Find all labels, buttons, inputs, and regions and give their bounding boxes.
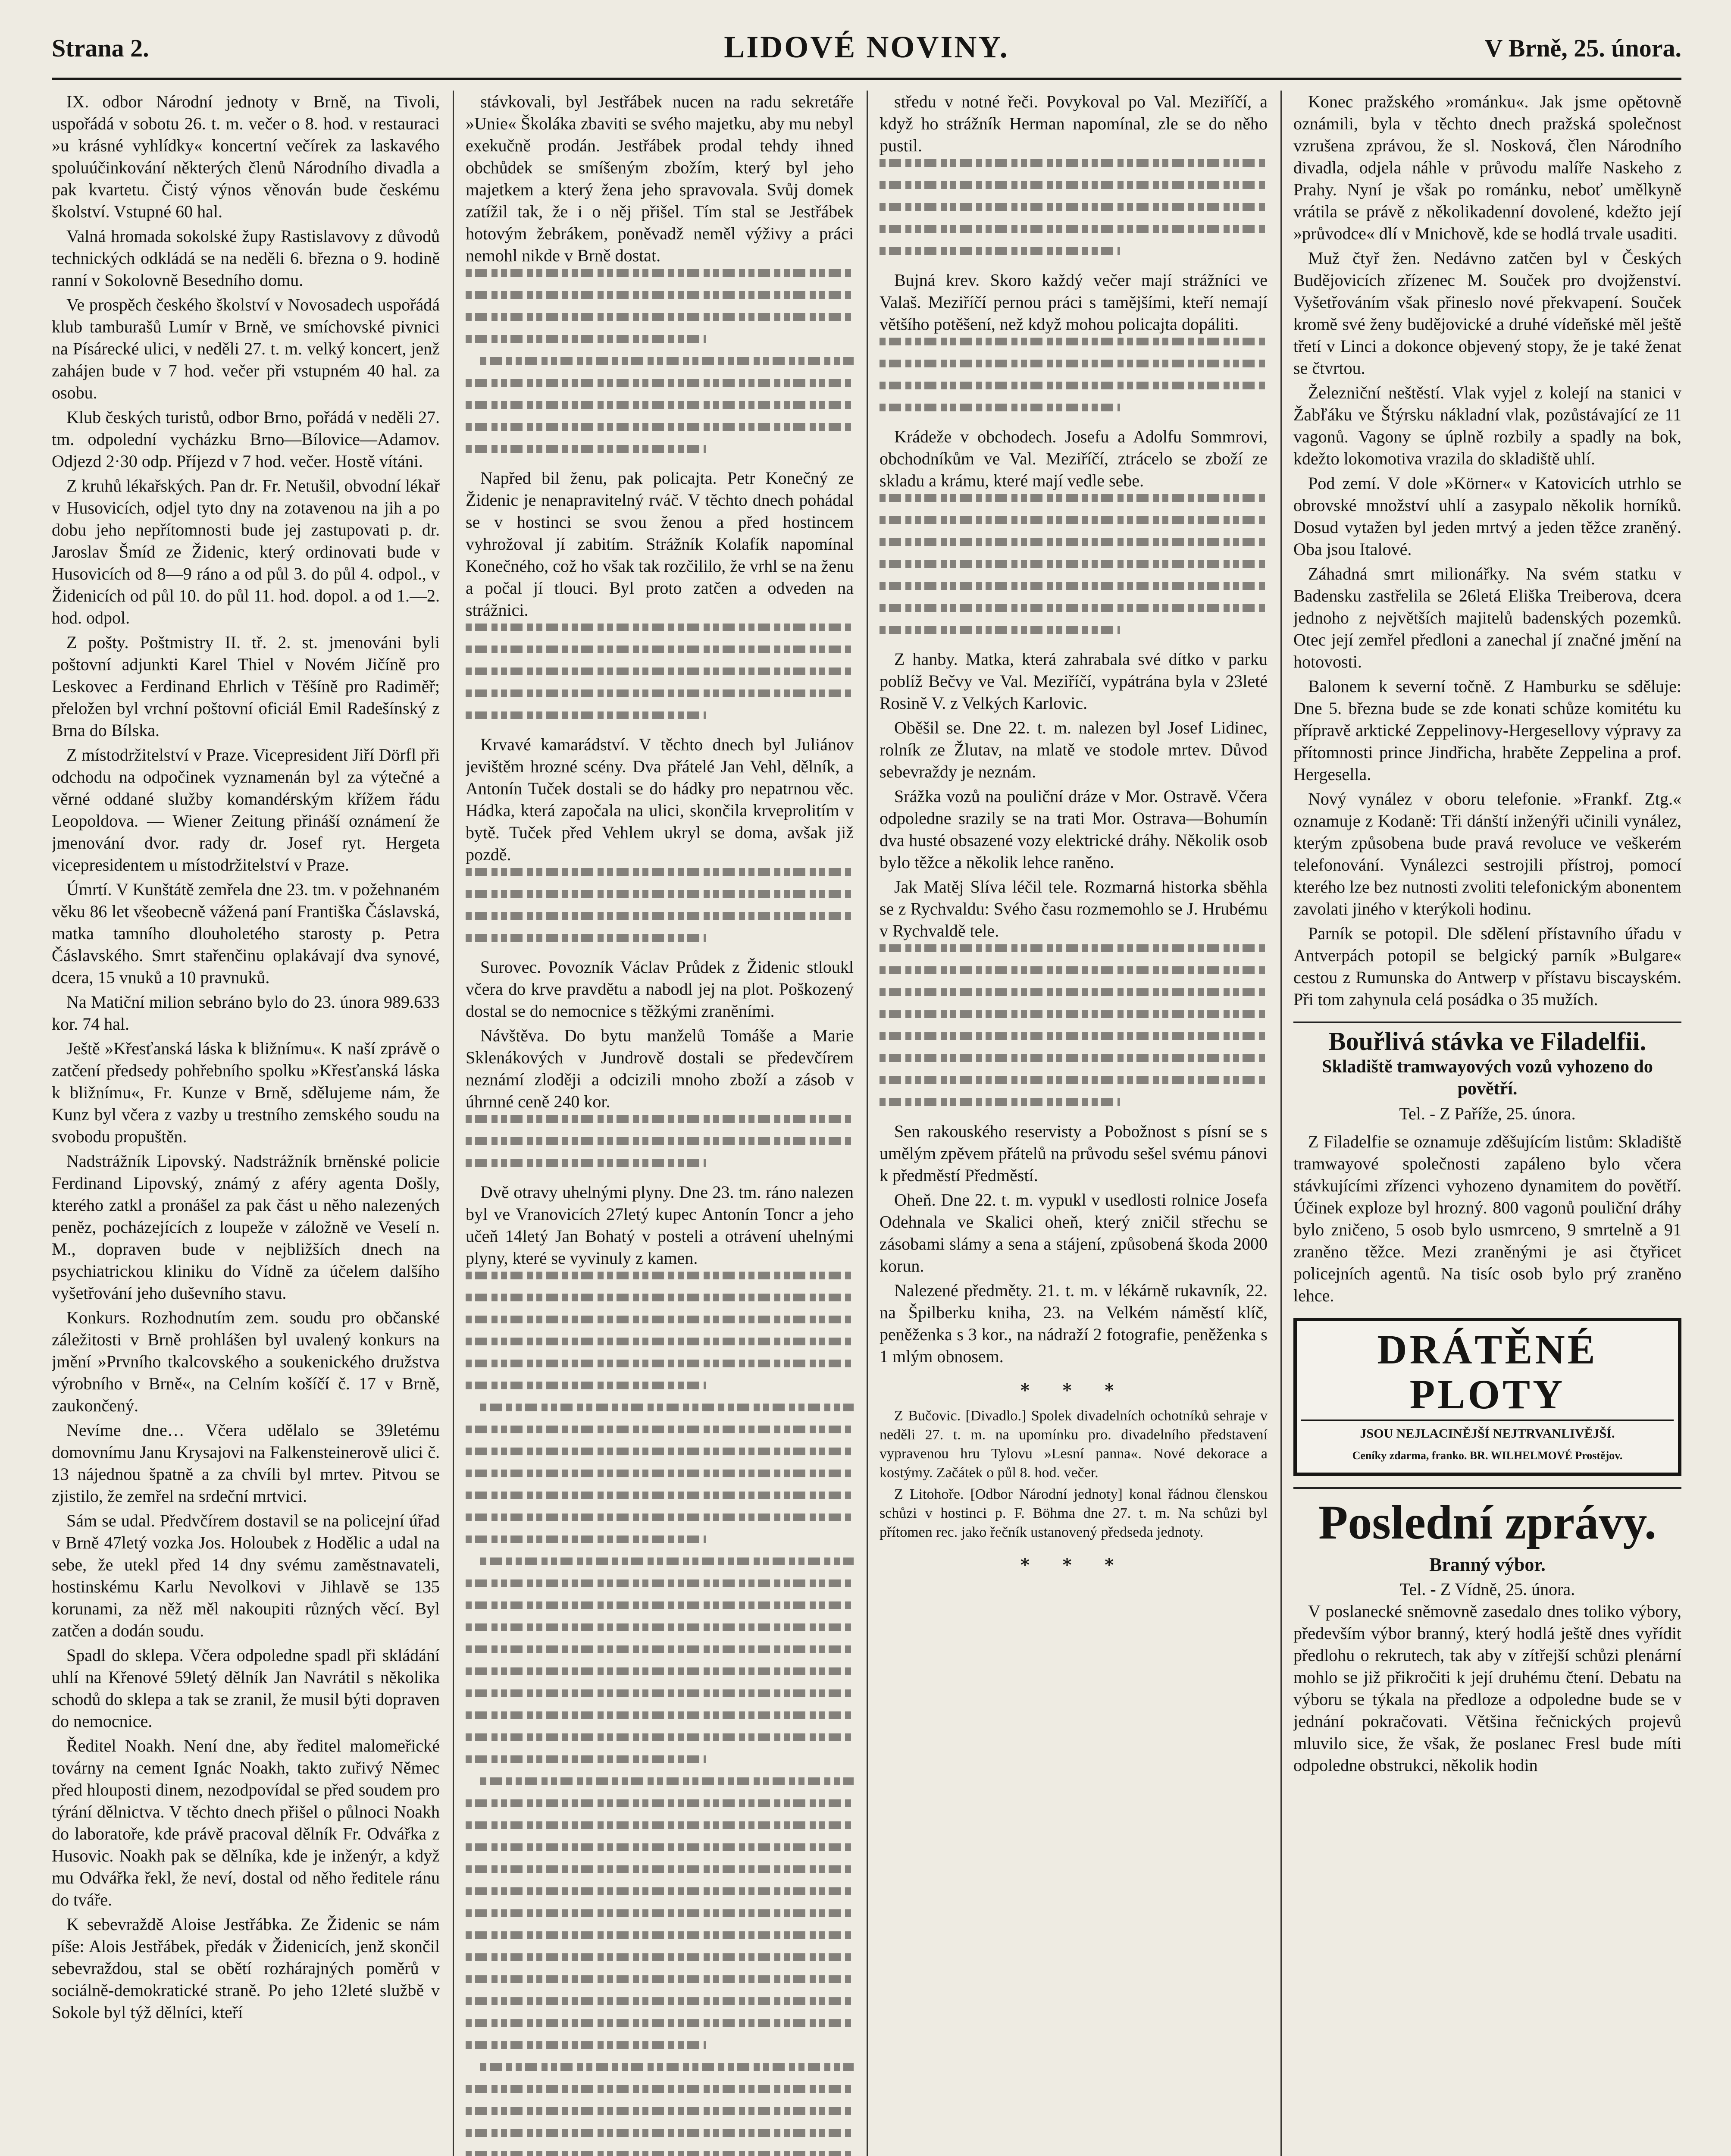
- article: Muž čtyř žen. Nedávno zatčen byl v Českých Budějovicích zřízenec M. Souček pro dvojženství. Vyšetřováním však přineslo nové překvapení. Souček kromě své ženy budějovické a druhé vídeňské měl ještě třetí v Linci a dokonce objevený stopy, že je také ženat se čtvrtou.: [1293, 248, 1681, 378]
- body-text-block: [466, 624, 854, 719]
- article: Z Litohoře. [Odbor Národní jednoty] konal řádnou členskou schůzi v hostinci p. F. Böhma dne 27. t. m. Na schůzi byl přítomen rec. jako řečník ustanovený předseda jednoty.: [880, 1486, 1268, 1540]
- body-text-block: [466, 868, 854, 942]
- article: Pod zemí. V dole »Körner« v Katovicích utrhlo se obrovské množství uhlí a zasypalo několik horníků. Dosud vytažen byl jeden mrtvý a jeden těžce zraněný. Oba jsou Italové.: [1293, 473, 1681, 559]
- ad-footer: Ceníky zdarma, franko. BR. WILHELMOVÉ Prostějov.: [1352, 1449, 1623, 1462]
- subheadline: Skladiště tramwayových vozů vyhozeno do povětří.: [1322, 1057, 1653, 1099]
- article: Dvě otravy uhelnými plyny. Dne 23. tm. ráno nalezen byl ve Vranovicích 27letý kupec Antonín Toncr a jeho učeň 14letý Jan Bohatý v posteli a otrávení uhelnými plyny, které se vyvinuly z kamen.: [466, 1182, 854, 1268]
- article: Z místodržitelství v Praze. Vicepresident Jiří Dörfl při odchodu na odpočinek vyznamenán byl za výtečné a věrné oddané služby komandérským křížem řádu Leopoldova. — Wiener Zeitung přináší oznámení že jmenování dvor. rady dr. Josef ryt. Hergeta vicepresidentem u místodržitelství v Praze.: [52, 745, 440, 874]
- article: Na Matiční milion sebráno bylo do 23. února 989.633 kor. 74 hal.: [52, 992, 440, 1034]
- body-text-block: [466, 1115, 854, 1167]
- article: Jak Matěj Slíva léčil tele. Rozmarná historka sběhla se z Rychvaldu: Svého času rozmemohlo se J. Hrubému v Rychvaldě tele.: [880, 877, 1268, 940]
- column-rule: [867, 91, 868, 2156]
- article: Z hanby. Matka, která zahrabala své dítko v parku poblíž Bečvy ve Val. Meziříčí, vypátrána byla v 23leté Rosině V. z Velkých Karlovic.: [880, 649, 1268, 713]
- article: Nadstrážník Lipovský. Nadstrážník brněnské policie Ferdinand Lipovský, známý z aféry agenta Došly, kterého zatkl a pronášel za pak část u něho nalezených peněz, pocházejících z loupeže v záložně ve Veselí n. M., dopraven bude v nejbližších dnech na psychiatrickou kliniku do Vídně za účelem dalšího vyšetřování jeho duševního stavu.: [52, 1151, 440, 1303]
- section-heading: [1293, 1022, 1681, 1125]
- body-text-block: [880, 494, 1268, 634]
- article: V poslanecké sněmovně zasedalo dnes tolikо výbory, především výbor branný, který hodlá ještě dnes vyřídit předlohu o rekrutech, tak aby v zítřejší schůzi plenární mohlo se již přikročiti k její druhému čtení. Debatu na výboru se týkala na předloze a odpoledne bude se v jednání pokračovati. Většina řečnických projevů mluvilo sice, že však, že poslanec Fresl bude míti odpoledne obstrukci, několik hodin: [1293, 1601, 1681, 1775]
- article: Z kruhů lékařských. Pan dr. Fr. Netušil, obvodní lékař v Husovicích, odjel tyto dny na zotavenou na jih a po dobu jeho nepřítomnosti bude jej zastupovati p. dr. Jaroslav Šmíd ze Židenic, který ordinovati bude v Husovicích od 8—9 ráno a od půl 3. do půl 4. odpol., v Židenicích od půl 10. do půl 11. hod. dopol. a od 1.—2. hod. odpol.: [52, 476, 440, 627]
- article: Bujná krev. Skoro každý večer mají strážníci ve Valaš. Meziříčí pernou práci s tamějšími, kteří nemají většího potěšení, než když mohou policajta dopáliti.: [880, 270, 1268, 334]
- article: Krvavé kamarádství. V těchto dnech byl Juliánov jevištěm hrozné scény. Dva přátelé Jan Vehl, dělník, a Antonín Tuček dostali se do hádky pro nepatrnou věc. Hádka, která započala na ulici, skončila krveprolitím v bytě. Tuček před Vehlem ukryl se doma, avšak již pozdě.: [466, 735, 854, 864]
- article: Železniční neštěstí. Vlak vyjel z kolejí na stanici v Žabľáku ve Štýrsku nákladní vlak, pozůstávající ze 11 vagonů. Vagony se úplně rozbily a spadly na bok, kdežto lokomotiva vrazila do skladiště uhlí.: [1293, 383, 1681, 468]
- body-text-block: [880, 159, 1268, 255]
- column-3: [880, 91, 1268, 2156]
- telegram-line: Tel. - Z Paříže, 25. února.: [1399, 1104, 1576, 1123]
- ad-slogan: JSOU NEJLACINĚJŠÍ NEJTRVANLIVĚJŠÍ.: [1301, 1420, 1674, 1445]
- column-1: [52, 91, 440, 2156]
- article: Surovec. Povozník Václav Průdek z Židenic stloukl včera do krve pravdětu a nabodl jej na plot. Poškozený dostal se do nemocnice s těžkými zraněními.: [466, 957, 854, 1021]
- page-number: Strana 2.: [52, 34, 149, 62]
- column-2: [466, 91, 854, 2156]
- body-text-block: [880, 944, 1268, 1106]
- article: Krádeže v obchodech. Josefu a Adolfu Sommrovi, obchodníkům ve Val. Meziříčí, ztrácelo se zboží ze skladu a krámu, které mají vedle sebe.: [880, 427, 1268, 490]
- body-text-block: [880, 338, 1268, 411]
- body-text-block: [466, 1272, 854, 2156]
- article: Spadl do sklepa. Včera odpoledne spadl při skládání uhlí na Křenové 59letý dělník Jan Navrátil s několika schodů do sklepa a tak se zranil, že musil býti dopraven do nemocnice.: [52, 1645, 440, 1731]
- article: Ve prospěch českého školství v Novosadech uspořádá klub tamburašů Lumír v Brně, ve smíchovské pivnici na Písárecké ulici, v neděli 27. t. m. velký koncert, jenž zahájen bude v 7 hod. večer při vstupném 40 hal. za osobu.: [52, 295, 440, 402]
- article: Nový vynález v oboru telefonie. »Frankf. Ztg.« oznamuje z Kodaně: Tři dánští inženýři učinili vynález, kterým způsobena bude pravá revoluce ve veškerém telefonování. Vynálezci sestrojili přístroj, pomocí kterého lze bez nutnosti zvoliti telefonickým abonentem zavolati jiného v kterýkoli hodinu.: [1293, 789, 1681, 918]
- section-divider: ∗ ∗ ∗: [1019, 1552, 1128, 1571]
- dateline: V Brně, 25. února.: [1484, 34, 1681, 62]
- article: Valná hromada sokolské župy Rastislavovy z důvodů technických odkládá se na neděli 6. března o 9. hodině ranní v Sokolovně Besedního domu.: [52, 226, 440, 290]
- latest-news-title: Poslední zprávy.: [1293, 1487, 1681, 1549]
- body-text-block: [466, 269, 854, 453]
- column-rule: [1280, 91, 1282, 2156]
- column-rule: [453, 91, 454, 2156]
- article: Z Bučovic. [Divadlo.] Spolek divadelních ochotníků sehraje v neděli 27. t. m. na upomínku pro. divadelního představení vypravenou hru Tylovu »Lesní panna«. Nové dekorace a kostýmy. Začátek o půl 8. hod. večer.: [880, 1408, 1268, 1481]
- article: Sen rakouského reservisty a Pobožnost s písní se s umělým zpěvem přátelů na průvodu sešel svému pánovi k předměstí Předměstí.: [880, 1122, 1268, 1185]
- article: Oheň. Dne 22. t. m. vypukl v usedlosti rolnice Josefa Odehnala ve Skalici oheň, který zničil střechu se zásobami slámy a sena a stájení, způsobená škoda 2000 korun.: [880, 1190, 1268, 1275]
- article: Napřed bil ženu, pak policajta. Petr Konečný ze Židenic je nenapravitelný rváč. V těchto dnech pohádal se v hostinci se svou ženou a před hostincem vyhrožoval jí zabitím. Strážník Kolafík napomínal Konečného, což ho však tak rozčililo, že vrhl se na ženu a počal jí tlouci. Byl proto zatčen a odveden na strážnici.: [466, 468, 854, 620]
- article: Sám se udal. Předvčírem dostavil se na policejní úřad v Brně 47letý vozka Jos. Holoubek z Hodělic a udal na sebe, že utekl před 14 dny svému zaměstnavateli, hostinskému Karlu Nevolkovi v Jihlavě se 135 korunami, za něž měl nakoupiti různých věcí. Byl zatčen a dodán soudu.: [52, 1511, 440, 1640]
- article: Z pošty. Poštmistry II. tř. 2. st. jmenováni byli poštovní adjunkti Karel Thiel v Novém Jičíně pro Leskovec a Ferdinand Ehrlich v Těšíně pro Radiměř; přeložen byl vrchní poštovní oficiál Emil Radešínský z Brna do Bílska.: [52, 633, 440, 740]
- article: Návštěva. Do bytu manželů Tomáše a Marie Sklenákových v Jundrově dostali se předevčírem neznámí zloději a odcizili mnoho zboží a zásob v úhrnné ceně 240 kor.: [466, 1026, 854, 1111]
- ad-title: DRÁTĚNÉ PLOTY: [1377, 1326, 1598, 1417]
- article: stávkovali, byl Jestřábek nucen na radu sekretáře »Unie« Školáka zbaviti se svého majetku, aby mu nebyl exekučně prodán. Jestřábek prodal tehdy ihned obchůdek se smíšeným zbožím, který byl jeho majetkem a který žena jeho spravovala. Svůj domek zatížil tak, že i o něj přišel. Tím stal se Jestřábek hotovým žebrákem, poněvadž neměl výživy a práci nemohl nikde v Brně dostat.: [466, 92, 854, 265]
- section-divider: ∗ ∗ ∗: [1019, 1377, 1128, 1397]
- article: Konkurs. Rozhodnutím zem. soudu pro občanské záležitosti v Brně prohlášen byl uvalený konkurs na jmění »Prvního tkalcovského a soukenického družstva výrobního v Brně«, na Celním košíčí č. 17 v Brně, zaukončený.: [52, 1308, 440, 1415]
- article: Klub českých turistů, odbor Brno, pořádá v neděli 27. tm. odpolední vycházku Brno—Bílovice—Adamov. Odjezd 2·30 odp. Příjezd v 7 hod. večer. Hostě vítáni.: [52, 407, 440, 471]
- article: Úmrtí. V Kunštátě zemřela dne 23. tm. v požehnaném věku 86 let všeobecně vážená paní Františka Čáslavská, matka tamního dlouholetého starosty p. Petra Čáslavského. Smrt stařenčinu oplakávají dva synové, dcera, 15 vnuků a 10 pravnuků.: [52, 880, 440, 987]
- page-header: [52, 26, 1681, 80]
- article: Ředitel Noakh. Není dne, aby ředitel malomeřické továrny na cement Ignác Noakh, takto zuřivý Němec před hlouposti dinem, nezodpovídal se před soudem pro týrání dělnictva. V těchto dnech přišel o půlnoci Noakh do laboratoře, kde právě pracoval dělník Fr. Odvářka z Husovic. Noakh pak se dělníka, kde je inženýr, a když mu Odvářka řekl, že neví, dostal od něho ředitele ránu do tváře.: [52, 1736, 440, 1909]
- article: Parník se potopil. Dle sdělení přístavního úřadu v Antverpách potopil se belgický parník »Bulgare« cestou z Rumunska do Antwerp v přístavu biscayském. Při tom zahynula celá posádka o 35 mužích.: [1293, 924, 1681, 1009]
- article: Nalezené předměty. 21. t. m. v lékárně rukavník, 22. na Špilberku kniha, 23. na Velkém náměstí klíč, peněženka s 3 kor., na nádraží 2 fotografie, peněženka s 1 mlým obnosem.: [880, 1281, 1268, 1366]
- article: Z Filadelfie se oznamuje zděšujícím listům: Skladiště tramwayové společnosti zapáleno bylo včera stávkujícími zřízenci vyhozeno dynamitem do povětří. Účinek exploze byl hrozný. 800 vagonů pouliční dráhy bylo zničeno, 5 osob bylo usmrceno, 9 smrtelně a 91 zraněno těžce. Mezi zraněnými je asi čtyřicet policejních agentů. Na tisíc osob bylo prý zraněno lehce.: [1293, 1132, 1681, 1305]
- article: IX. odbor Národní jednoty v Brně, na Tivoli, uspořádá v sobotu 26. t. m. večer o 8. hod. v restauraci »u krásné vyhlídky« koncertní večírek za laskavého spoluúčinkování některých členů Národního divadla a pak kvartetu. Čistý výnos věnován bude českému školství. Vstupné 60 hal.: [52, 92, 440, 221]
- masthead: LIDOVÉ NOVINY.: [724, 30, 1009, 64]
- article: Balonem k severní točně. Z Hamburku se sděluje: Dne 5. března bude se zde konati schůze komitétu ku přípravě arktické Zeppelinovy-Hergesellovy výpravy za přítomnosti prince Jindřicha, hraběte Zeppelina a prof. Hergesella.: [1293, 677, 1681, 784]
- article: Ještě »Křesťanská láska k bližnímu«. K naší zprávě o zatčení předsedy pohřebního spolku »Křesťanská láska k bližnímu«, Fr. Kunze v Brně, sdělujeme nám, že Kunz byl včera z vazby u trestního zemského soudu na svobodu propuštěn.: [52, 1039, 440, 1146]
- headline: Bouřlivá stávka ve Filadelfii.: [1328, 1027, 1646, 1056]
- section-heading: Branný výbor.: [1429, 1554, 1546, 1575]
- article: K sebevraždě Aloise Jestřábka. Ze Židenic se nám píše: Alois Jestřábek, předák v Židenicích, jenž skončil sebevraždou, stal se obětí rozhárajných poměrů v sociálně-demokratické straně. Po jeho 12leté službě v Sokole byl týž dělníci, kteří: [52, 1915, 440, 2022]
- article: Záhadná smrt milionářky. Na svém statku v Badensku zastřelila se 26letá Eliška Treiberova, dcera jednoho z největších majitelů badenských pozemků. Otec její zemřel předloni a zanechal jí značné jmění na hotovosti.: [1293, 564, 1681, 671]
- article: Oběšil se. Dne 22. t. m. nalezen byl Josef Lidinec, rolník ze Žlutav, na mlatě ve stodole mrtev. Důvod sebevraždy je neznám.: [880, 718, 1268, 781]
- column-4: [1293, 91, 1681, 2156]
- advertisement: [1293, 1318, 1681, 1476]
- article: Konec pražského »románku«. Jak jsme opětovně oznámili, byla v těchto dnech pražská společnost vzrušena zprávou, že sl. Nosková, člen Národního divadla, odjela náhle v průvodu malíře Naskeho z Prahy. Nyní je však po románku, neboť umělkyně vrátila se právě z několikadenní dovolené, kdežto její »průvodce« dlí v Mnichově, kde se hodlá trvale usaditi.: [1293, 92, 1681, 243]
- telegram-line: Tel. - Z Vídně, 25. února.: [1399, 1579, 1575, 1599]
- article: Nevíme dne… Včera udělalo se 39letému domovnímu Janu Krysajovi na Falkensteinerově ulici č. 13 nájednou špatně a za chvíli byl mrtev. Pitvou se zjistilo, že zemřel na srdeční mrtvici.: [52, 1420, 440, 1506]
- article: Srážka vozů na pouliční dráze v Mor. Ostravě. Včera odpoledne srazily se na trati Mor. Ostrava—Bohumín dva husté obsazené vozy elektrické dráhy. Několik osob bylo těžce a několik lehce raněno.: [880, 787, 1268, 872]
- article: středu v notné řeči. Povykoval po Val. Meziříčí, a když ho strážník Herman napomínal, zle se do něho pustil.: [880, 92, 1268, 155]
